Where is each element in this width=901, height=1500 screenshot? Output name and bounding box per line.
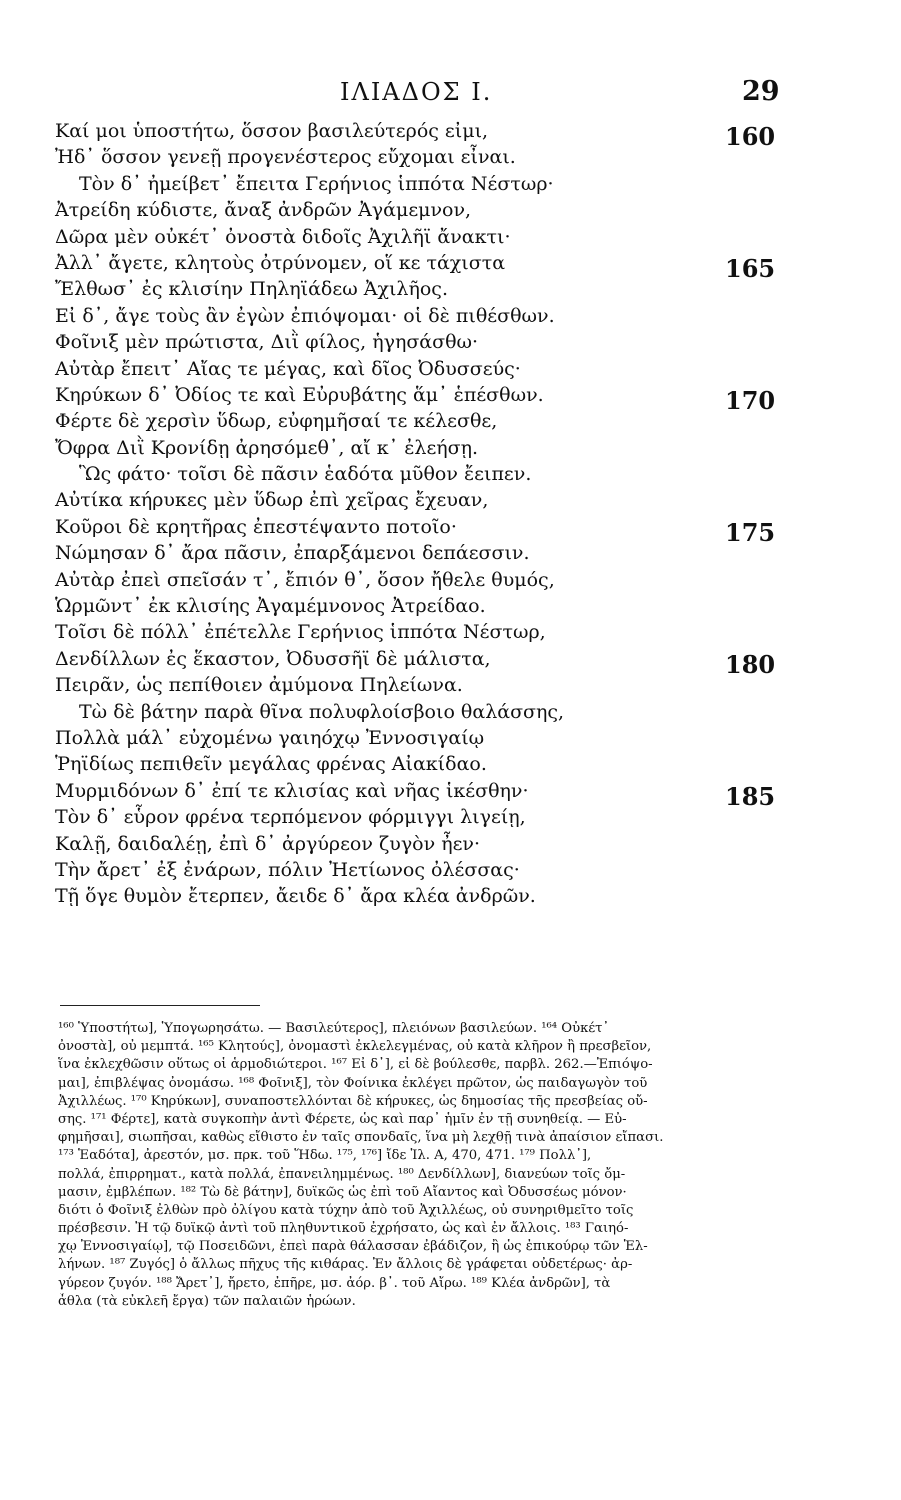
footnote-separator [60, 1005, 260, 1006]
footnote-line: σης. ¹⁷¹ Φέρτε], κατὰ συγκοπὴν ἀντὶ Φέρετε, ὡς καὶ παρ᾽ ἡμῖν ἐν τῇ συνηθείᾳ. — Εὐ- [58, 1111, 627, 1127]
footnote-line: ¹⁷³ Ἑαδότα], ἀρεστόν, μσ. πρκ. τοῦ Ἥδω. ¹⁷⁵, ¹⁷⁶] ἴδε Ἰλ. Α, 470, 471. ¹⁷⁹ Πολλ᾽], [58, 1148, 592, 1164]
verse-text: Ἔλθωσ᾽ ἐς κλισίην Πηληϊάδεω Ἀχιλῆος. [55, 278, 448, 301]
verse-text: Αὐτὰρ ἔπειτ᾽ Αἴας τε μέγας, καὶ δῖος Ὀδυσσεύς· [55, 357, 521, 380]
verse-line [55, 329, 775, 355]
verse-text: Ῥηϊδίως πεπιθεῖν μεγάλας φρένας Αἰακίδαο. [55, 753, 487, 776]
verse-text: Τὼ δὲ βάτην παρὰ θῖνα πολυφλοίσβοιο θαλάσσης, [79, 700, 565, 723]
line-number: 165 [725, 253, 776, 283]
verse-text: Ὣς φάτο· τοῖσι δὲ πᾶσιν ἑαδότα μῦθον ἔειπεν. [79, 463, 532, 486]
verse-text: Αὐτίκα κήρυκες μὲν ὕδωρ ἐπὶ χεῖρας ἔχευαν, [55, 489, 489, 512]
verse-text: Τῇ ὅγε θυμὸν ἔτερπεν, ἄειδε δ᾽ ἄρα κλέα ἀνδρῶν. [55, 885, 536, 908]
verse-line [55, 250, 776, 283]
verse-text: Κηρύκων δ᾽ Ὀδίος τε καὶ Εὐρυβάτης ἅμ᾽ ἑπέσθων. [55, 383, 544, 406]
footnote-line: λήνων. ¹⁸⁷ Ζυγός] ὁ ἄλλως πῆχυς τῆς κιθάρας. Ἐν ἄλλοις δὲ γράφεται οὐδετέρως· ἀρ- [58, 1257, 633, 1273]
verse-line [55, 857, 775, 883]
footnote-line: φημῆσαι], σιωπῆσαι, καθὼς εἴθιστο ἐν ταῖς σπονδαῖς, ἵνα μὴ λεχθῇ τινὰ ἀπαίσιον εἴπασι. [58, 1130, 664, 1146]
verse-line [55, 725, 775, 751]
verse-line [55, 356, 775, 382]
verse-line [55, 487, 775, 513]
verse-text: Τοῖσι δὲ πόλλ᾽ ἐπέτελλε Γερήνιος ἱππότα Νέστωρ, [55, 621, 546, 644]
verse-line [55, 699, 775, 725]
verse-line [55, 303, 775, 329]
verse-line [55, 171, 775, 197]
verse-text: Τὸν δ᾽ ἠμείβετ᾽ ἔπειτα Γερήνιος ἱππότα Νέστωρ· [79, 172, 554, 195]
verse-text: Δενδίλλων ἐς ἕκαστον, Ὀδυσσῆϊ δὲ μάλιστα, [55, 647, 491, 670]
verse-text: Τὸν δ᾽ εὗρον φρένα τερπόμενον φόρμιγγι λιγείῃ, [55, 806, 526, 829]
verse-text: Τὴν ἄρετ᾽ ἐξ ἐνάρων, πόλιν Ἠετίωνος ὀλέσσας· [55, 858, 520, 881]
footnote-line: Ἀχιλλέως. ¹⁷⁰ Κηρύκων], συναποστελλόνται δὲ κήρυκες, ὡς δημοσίας τῆς πρεσβείας οὔ- [58, 1093, 648, 1109]
footnote-line: πρέσβεσιν. Ἠ τῷ δυϊκῷ ἀντὶ τοῦ πληθυντικοῦ ἐχρήσατο, ὡς καὶ ἐν ἄλλοις. ¹⁸³ Γαιηό- [58, 1221, 629, 1237]
line-number: 160 [725, 122, 776, 151]
verse-line [55, 672, 775, 698]
line-number: 180 [725, 649, 776, 679]
verse-text: Ἀλλ᾽ ἄγετε, κλητοὺς ὀτρύνομεν, οἵ κε τάχιστα [55, 251, 506, 274]
verse-line [55, 382, 776, 415]
verse-line [55, 144, 775, 170]
footnote-line: χῳ Ἐννοσιγαίῳ], τῷ Ποσειδῶνι, ἐπεὶ παρὰ θάλασσαν ἐβάδιζον, ἢ ὡς ἐπικούρῳ τῶν Ἑλ- [58, 1239, 648, 1255]
verse-line [55, 804, 775, 830]
verse-text: Ὡρμῶντ᾽ ἐκ κλισίης Ἀγαμέμνονος Ἀτρείδαο. [55, 595, 486, 618]
footnote-line: μασιν, ἐμβλέπων. ¹⁸² Τὼ δὲ βάτην], δυϊκῶς ὡς ἐπὶ τοῦ Αἴαντος καὶ Ὀδυσσέως μόνον· [58, 1184, 627, 1200]
verse-line [55, 435, 775, 461]
verse-text: Εἰ δ᾽, ἄγε τοὺς ἂν ἐγὼν ἐπιόψομαι· οἱ δὲ πιθέσθων. [55, 304, 555, 327]
verse-line [55, 197, 775, 223]
footnote-line: ¹⁶⁰ Ὑποστήτω], Ὑπογωρησάτω. — Βασιλεύτερος], πλειόνων βασιλεύων. ¹⁶⁴ Οὐκέτ᾽ [58, 1021, 610, 1036]
verse-line [55, 751, 775, 777]
verse-text: Νώμησαν δ᾽ ἄρα πᾶσιν, ἐπαρξάμενοι δεπάεσσιν. [55, 542, 530, 565]
page-number: 29 [742, 76, 780, 107]
verse-line [55, 646, 776, 679]
footnote-line: πολλά, ἐπιρρηματ., κατὰ πολλά, ἐπανειλημμένως. ¹⁸⁰ Δενδίλλων], διανεύων τοῖς ὄμ- [58, 1166, 626, 1182]
verse-line [55, 224, 775, 250]
verse-line [55, 593, 775, 619]
footnote-line: μαι], ἐπιβλέψας ὀνομάσω. ¹⁶⁸ Φοῖνιξ], τὸν Φοίνικα ἐκλέγει πρῶτον, ὡς παιδαγωγὸν τοῦ [58, 1075, 648, 1091]
verse-line [55, 118, 776, 151]
verse-text: Ἠδ᾽ ὅσσον γενεῇ προγενέστερος εὔχομαι εἶναι. [55, 146, 516, 169]
verse-text: Δῶρα μὲν οὐκέτ᾽ ὀνοστὰ διδοῖς Ἀχιλῆϊ ἄνακτι· [55, 225, 511, 248]
verse-text: Καλῇ, δαιδαλέῃ, ἐπὶ δ᾽ ἀργύρεον ζυγὸν ἦεν· [55, 832, 481, 855]
verse-line [55, 514, 776, 547]
verse-line [55, 461, 775, 487]
footnote-line: ὀνοστὰ], οὐ μεμπτά. ¹⁶⁵ Κλητούς], ὀνομαστὶ ἐκλελεγμένας, οὐ κατὰ κλῆρον ἢ πρεσβεῖον, [58, 1039, 652, 1055]
verse-text: Κοῦροι δὲ κρητῆρας ἐπεστέψαντο ποτοῖο· [55, 515, 457, 538]
verse-line [55, 831, 775, 857]
verse-line [55, 883, 775, 909]
line-number: 185 [725, 781, 776, 811]
verse-text: Πολλὰ μάλ᾽ εὐχομένω γαιηόχῳ Ἐννοσιγαίῳ [55, 726, 485, 749]
verse-line [55, 567, 775, 593]
footnote-line: γύρεον ζυγόν. ¹⁸⁸ Ἄρετ᾽], ἤρετο, ἐπῆρε, μσ. ἀόρ. β᾽. τοῦ Αἴρω. ¹⁸⁹ Κλέα ἀνδρῶν], τὰ [58, 1275, 611, 1291]
verse-text: Μυρμιδόνων δ᾽ ἐπί τε κλισίας καὶ νῆας ἱκέσθην· [55, 779, 529, 802]
verse-text: Φοῖνιξ μὲν πρώτιστα, Διῒ φίλος, ἡγησάσθω· [55, 331, 479, 354]
verse-text: Φέρτε δὲ χερσὶν ὕδωρ, εὐφημῆσαί τε κέλεσθε, [55, 410, 498, 433]
footnote-line: διότι ὁ Φοῖνιξ ἐλθὼν πρὸ ὀλίγου κατὰ τύχην ἀπὸ τοῦ Ἀχιλλέως, οὐ συνηριθμεῖτο τοῖς [58, 1202, 634, 1218]
verse-line [55, 408, 775, 434]
footnote-line: ἵνα ἐκλεχθῶσιν οὕτως οἱ ἁρμοδιώτεροι. ¹⁶⁷ Εἰ δ᾽], εἰ δὲ βούλεσθε, παρβλ. 262.—Ἐπιόψο- [58, 1057, 653, 1073]
verse-text: Πειρᾶν, ὡς πεπίθοιεν ἀμύμονα Πηλείωνα. [55, 674, 463, 697]
verse-line [55, 540, 775, 566]
line-number: 175 [725, 517, 776, 547]
verse-text: Αὐτὰρ ἐπεὶ σπεῖσάν τ᾽, ἔπιόν θ᾽, ὅσον ἤθελε θυμός, [55, 568, 555, 591]
verse-line [55, 619, 775, 645]
verse-block [55, 118, 775, 910]
verse-text: Ἀτρείδη κύδιστε, ἄναξ ἀνδρῶν Ἀγάμεμνον, [55, 199, 472, 222]
footnotes-block [58, 1020, 778, 1311]
verse-text: Ὄφρα Διῒ Κρονίδῃ ἀρησόμεθ᾽, αἴ κ᾽ ἐλεήσῃ. [55, 436, 479, 459]
verse-line [55, 778, 776, 811]
footnote-line: ἆθλα (τὰ εὐκλεῆ ἔργα) τῶν παλαιῶν ἡρώων. [58, 1293, 356, 1309]
running-head: ΙΛΙΑΔΟΣ Ι. [340, 78, 493, 106]
line-number: 170 [725, 385, 776, 415]
verse-line [55, 276, 775, 302]
verse-text: Καί μοι ὑποστήτω, ὅσσον βασιλεύτερός εἰμι, [55, 120, 489, 142]
